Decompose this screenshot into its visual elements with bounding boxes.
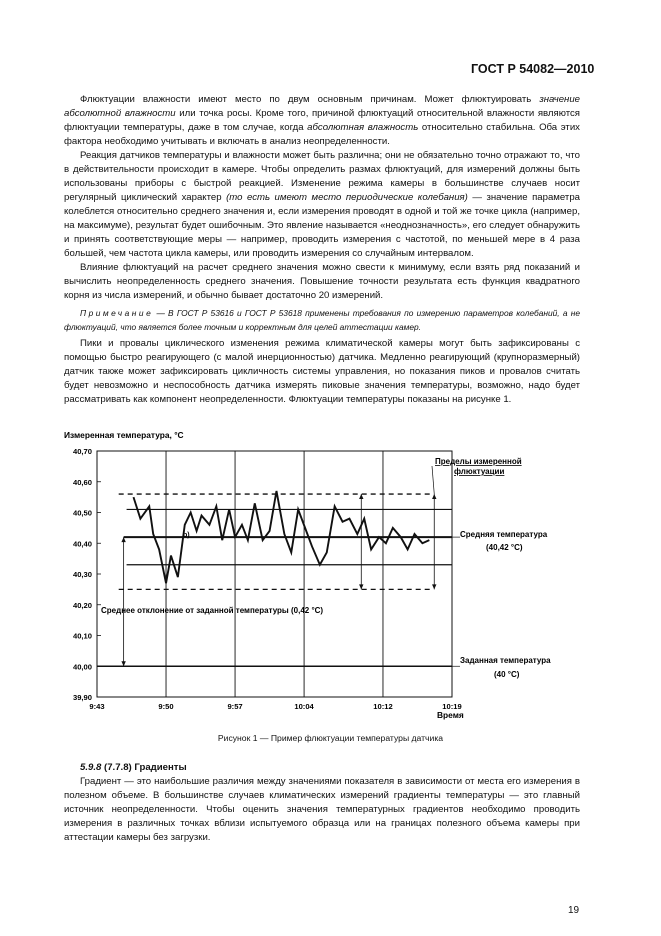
y-tick-label: 40,50	[72, 508, 92, 518]
limits-arrow-head-bottom	[432, 584, 436, 589]
annotation-mean-1: Средняя температура	[460, 530, 548, 539]
annotation-deviation: Среднее отклонение от заданной температуры (0,42 °C)	[101, 606, 324, 615]
y-tick-label: 39,90	[72, 693, 92, 702]
plot-frame	[97, 451, 452, 697]
y-tick-label: 40,60	[72, 477, 92, 487]
paragraph-1: Флюктуации влажности имеют место по двум основным причинам. Может флюктуировать значение абсолютной влажности или точка росы. Кроме того, причиной флюктуаций относительной влажности являются флюктуации температуры, даже в том случае, когда абсолютная влажность относительно стабильна. Оба этих фактора необходимо учитывать и включать в анализ неопределенности.	[64, 94, 580, 147]
document-header: ГОСТ Р 54082—2010	[471, 62, 595, 76]
annotation-limits-2: флюктуации	[454, 467, 505, 476]
limits-leader	[432, 466, 434, 494]
x-tick-label: 10:19	[442, 702, 462, 711]
figure-caption: Рисунок 1 — Пример флюктуации температуры датчика	[217, 733, 444, 743]
b-arrow-head-bottom	[359, 584, 363, 589]
y-tick-label: 40,70	[72, 447, 92, 456]
annotation-b: b)	[183, 532, 190, 539]
b-arrow-head-top	[359, 494, 363, 499]
limits-arrow-head-top	[432, 494, 436, 499]
y-tick-label: 40,00	[72, 662, 92, 672]
section-5-9-8	[64, 761, 580, 845]
x-tick-label: 9:50	[158, 702, 174, 711]
y-tick-label: 40,20	[72, 600, 92, 610]
paragraph-2: Реакция датчиков температуры и влажности может быть различна; они не обязательно точно отражают то, что в действительности происходит в камере. Чтобы определить размах флюктуаций, для измерений должны быть использованы приборы с быстрой реакцией. Изменение режима камеры в большинстве случаев носит регулярный циклический характер (то есть имеют место периодические колебания) — значение параметра колеблется относительно среднего значения и, если измерения проводят в одной и той же точке цикла (например, на максимуме), результат будет ошибочным. Это явление называется «неоднозначность», его следует обнаружить и принять соответствующие меры — например, проводить измерения с частотой, по меньшей мере в 4 раза большей, чем частота цикла камеры, или проводить измерения со случайным интервалом.	[64, 150, 580, 259]
x-tick-label: 9:43	[89, 702, 105, 711]
annotation-mean-2: (40,42 °C)	[486, 543, 523, 552]
section-paragraph: Градиент — это наибольшие различия между значениями показателя в зависимости от места его измерения в полезном объеме. В большинстве случаев климатических измерений градиенты температуры — это главный источник неопределенности. Чтобы оценить значения температурных градиентов необходимо проводить измерения в различных точках вблизи испытуемого образца или на границах полезного объема камеры при аттестации камеры без загрузки.	[64, 776, 580, 843]
y-tick-label: 40,30	[72, 570, 92, 579]
paragraph-3: Влияние флюктуаций на расчет среднего значения можно свести к минимуму, если взять ряд показаний и вычислить неопределенность среднего значения. Повышение точности результата есть функция квадратного корня из числа измерений, и обычно бывает достаточно 20 измерений.	[64, 262, 580, 301]
section-title: 5.9.8 (7.7.8) Градиенты	[80, 762, 187, 773]
y-tick-label: 40,10	[72, 631, 92, 641]
annotation-setpoint-1: Заданная температура	[460, 656, 551, 665]
x-axis-title: Время	[437, 710, 464, 720]
paragraph-4: Пики и провалы циклического изменения режима климатической камеры могут быть зафиксированы с помощью быстро реагирующего (с малой инерционностью) датчика. Медленно реагирующий (крупноразмерный) датчик также может зафиксировать цикличность системы управления, но показания пиков и провалов считать будет невозможно и неспособность датчика измерять пиковые значения температуры, возможно, надо будет рассматривать как компонент неопределенности. Флюктуации температуры показаны на рисунке 1.	[64, 338, 580, 405]
x-tick-label: 10:12	[373, 702, 393, 711]
note: Примечание — В ГОСТ Р 53616 и ГОСТ Р 53618 применены требования по измерению параметров колебаний, а не флюктуаций, что является более точным и корректным для целей аттестации камер.	[64, 308, 580, 332]
annotation-setpoint-2: (40 °C)	[494, 670, 520, 679]
deviation-arrow-head-bottom	[121, 661, 125, 666]
page-number: 19	[568, 905, 580, 916]
x-tick-label: 10:04	[294, 702, 314, 711]
y-axis-title: Измеренная температура, °C	[64, 430, 184, 440]
x-tick-label: 9:57	[227, 702, 243, 711]
annotation-limits-1: Пределы измеренной	[435, 457, 522, 466]
y-tick-label: 40,40	[72, 539, 92, 549]
